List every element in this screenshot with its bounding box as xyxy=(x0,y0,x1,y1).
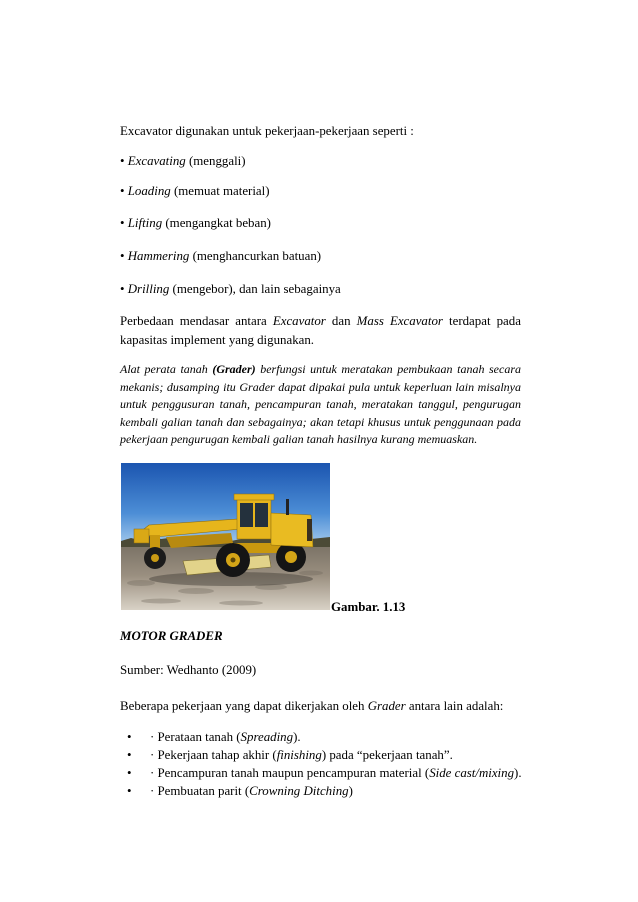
grader-paragraph-line: untuk penggusuran tanah, pencampuran tanah, meratakan tanggul, pengurugan xyxy=(120,397,521,411)
intro-text: Excavator digunakan untuk pekerjaan-pekerjaan seperti : xyxy=(120,124,414,138)
motor-grader-illustration xyxy=(121,463,330,610)
list-item xyxy=(120,728,560,746)
grader-paragraph-line: kembali galian tanah dan sebagainya; akan tetapi khusus untuk penggunaan pada xyxy=(120,414,521,429)
difference-line-2: kapasitas implement yang digunakan. xyxy=(120,333,315,347)
section-heading: MOTOR GRADER xyxy=(120,629,223,643)
use-term: Hammering xyxy=(127,249,190,263)
list-item xyxy=(120,746,560,764)
list-bullet: • xyxy=(127,766,132,780)
task-text: · Pembuatan parit ( xyxy=(150,784,250,798)
task-text: ). xyxy=(514,766,522,780)
difference-text: dan xyxy=(331,314,351,328)
list-item-text xyxy=(150,728,301,746)
task-term: Side cast/mixing xyxy=(429,766,515,780)
grader-cab-divider xyxy=(253,503,255,527)
difference-text: Perbedaan mendasar antara xyxy=(120,314,267,328)
use-term: Loading xyxy=(127,184,171,198)
grader-front-weight xyxy=(134,529,149,543)
task-text: ) pada “pekerjaan tanah”. xyxy=(321,748,453,762)
use-desc: (menghancurkan batuan) xyxy=(192,249,322,263)
figure-caption: Gambar. 1.13 xyxy=(331,600,406,614)
tasks-intro-term: Grader xyxy=(367,699,406,713)
task-text: ). xyxy=(293,730,301,744)
grader-exhaust xyxy=(286,499,289,515)
task-term: Crowning Ditching xyxy=(249,784,349,798)
use-desc: (mengangkat beban) xyxy=(165,216,271,230)
task-text: · Pencampuran tanah maupun pencampuran material ( xyxy=(150,766,430,780)
source-citation: Sumber: Wedhanto (2009) xyxy=(120,663,257,677)
list-item xyxy=(120,782,560,800)
list-bullet: • xyxy=(127,784,132,798)
grader-rear-hub xyxy=(285,551,297,563)
grader-paragraph-line xyxy=(120,361,521,379)
difference-term: Excavator xyxy=(272,314,326,328)
difference-term: Mass Excavator xyxy=(356,314,443,328)
list-bullet: • xyxy=(127,730,132,744)
grader-term-bold: (Grader) xyxy=(212,362,256,376)
grader-paragraph xyxy=(120,361,521,449)
use-bullet: • xyxy=(120,282,125,296)
difference-text: terdapat pada xyxy=(449,314,521,328)
task-text: · Pekerjaan tahap akhir ( xyxy=(150,748,277,762)
task-term: finishing xyxy=(276,748,322,762)
use-desc: (memuat material) xyxy=(173,184,270,198)
list-item xyxy=(120,764,560,782)
grader-paragraph-line: mekanis; dusamping itu Grader dapat dipakai pula untuk keperluan lain misalnya xyxy=(120,379,521,394)
use-desc: (mengebor), dan lain sebagainya xyxy=(172,282,341,296)
use-term: Drilling xyxy=(127,282,170,296)
use-item-excavating xyxy=(120,152,246,170)
list-item-text xyxy=(150,746,453,764)
use-item-drilling xyxy=(120,280,341,298)
grader-cab-roof xyxy=(234,494,274,500)
motor-grader-photo xyxy=(121,463,330,610)
use-item-loading xyxy=(120,182,270,200)
task-text: · Perataan tanah ( xyxy=(150,730,241,744)
grader-paragraph-text: berfungsi untuk meratakan pembukaan tanah secara xyxy=(260,362,521,376)
use-term: Excavating xyxy=(127,154,186,168)
use-bullet: • xyxy=(120,184,125,198)
use-bullet: • xyxy=(120,154,125,168)
use-term: Lifting xyxy=(127,216,163,230)
task-term: Spreading xyxy=(240,730,294,744)
list-item-text xyxy=(150,764,522,782)
tasks-intro xyxy=(120,697,503,715)
task-text: ) xyxy=(348,784,353,798)
grader-engine-hood xyxy=(271,513,313,547)
grader-rear-hub-center xyxy=(231,558,236,563)
grader-grill xyxy=(307,519,312,541)
use-bullet: • xyxy=(120,216,125,230)
list-bullet: • xyxy=(127,748,132,762)
tasks-intro-text: Beberapa pekerjaan yang dapat dikerjakan oleh xyxy=(120,699,365,713)
grader-paragraph-text: Alat perata tanah xyxy=(120,362,208,376)
tasks-intro-text: antara lain adalah: xyxy=(408,699,504,713)
grader-paragraph-line: pekerjaan pengurugan kembali galian tanah hasilnya kurang memuaskan. xyxy=(120,432,478,446)
use-item-hammering xyxy=(120,247,321,265)
list-item-text xyxy=(150,782,353,800)
grader-front-hub xyxy=(151,554,159,562)
use-bullet: • xyxy=(120,249,125,263)
use-desc: (menggali) xyxy=(188,154,246,168)
difference-line-1 xyxy=(120,312,521,330)
use-item-lifting xyxy=(120,214,271,232)
